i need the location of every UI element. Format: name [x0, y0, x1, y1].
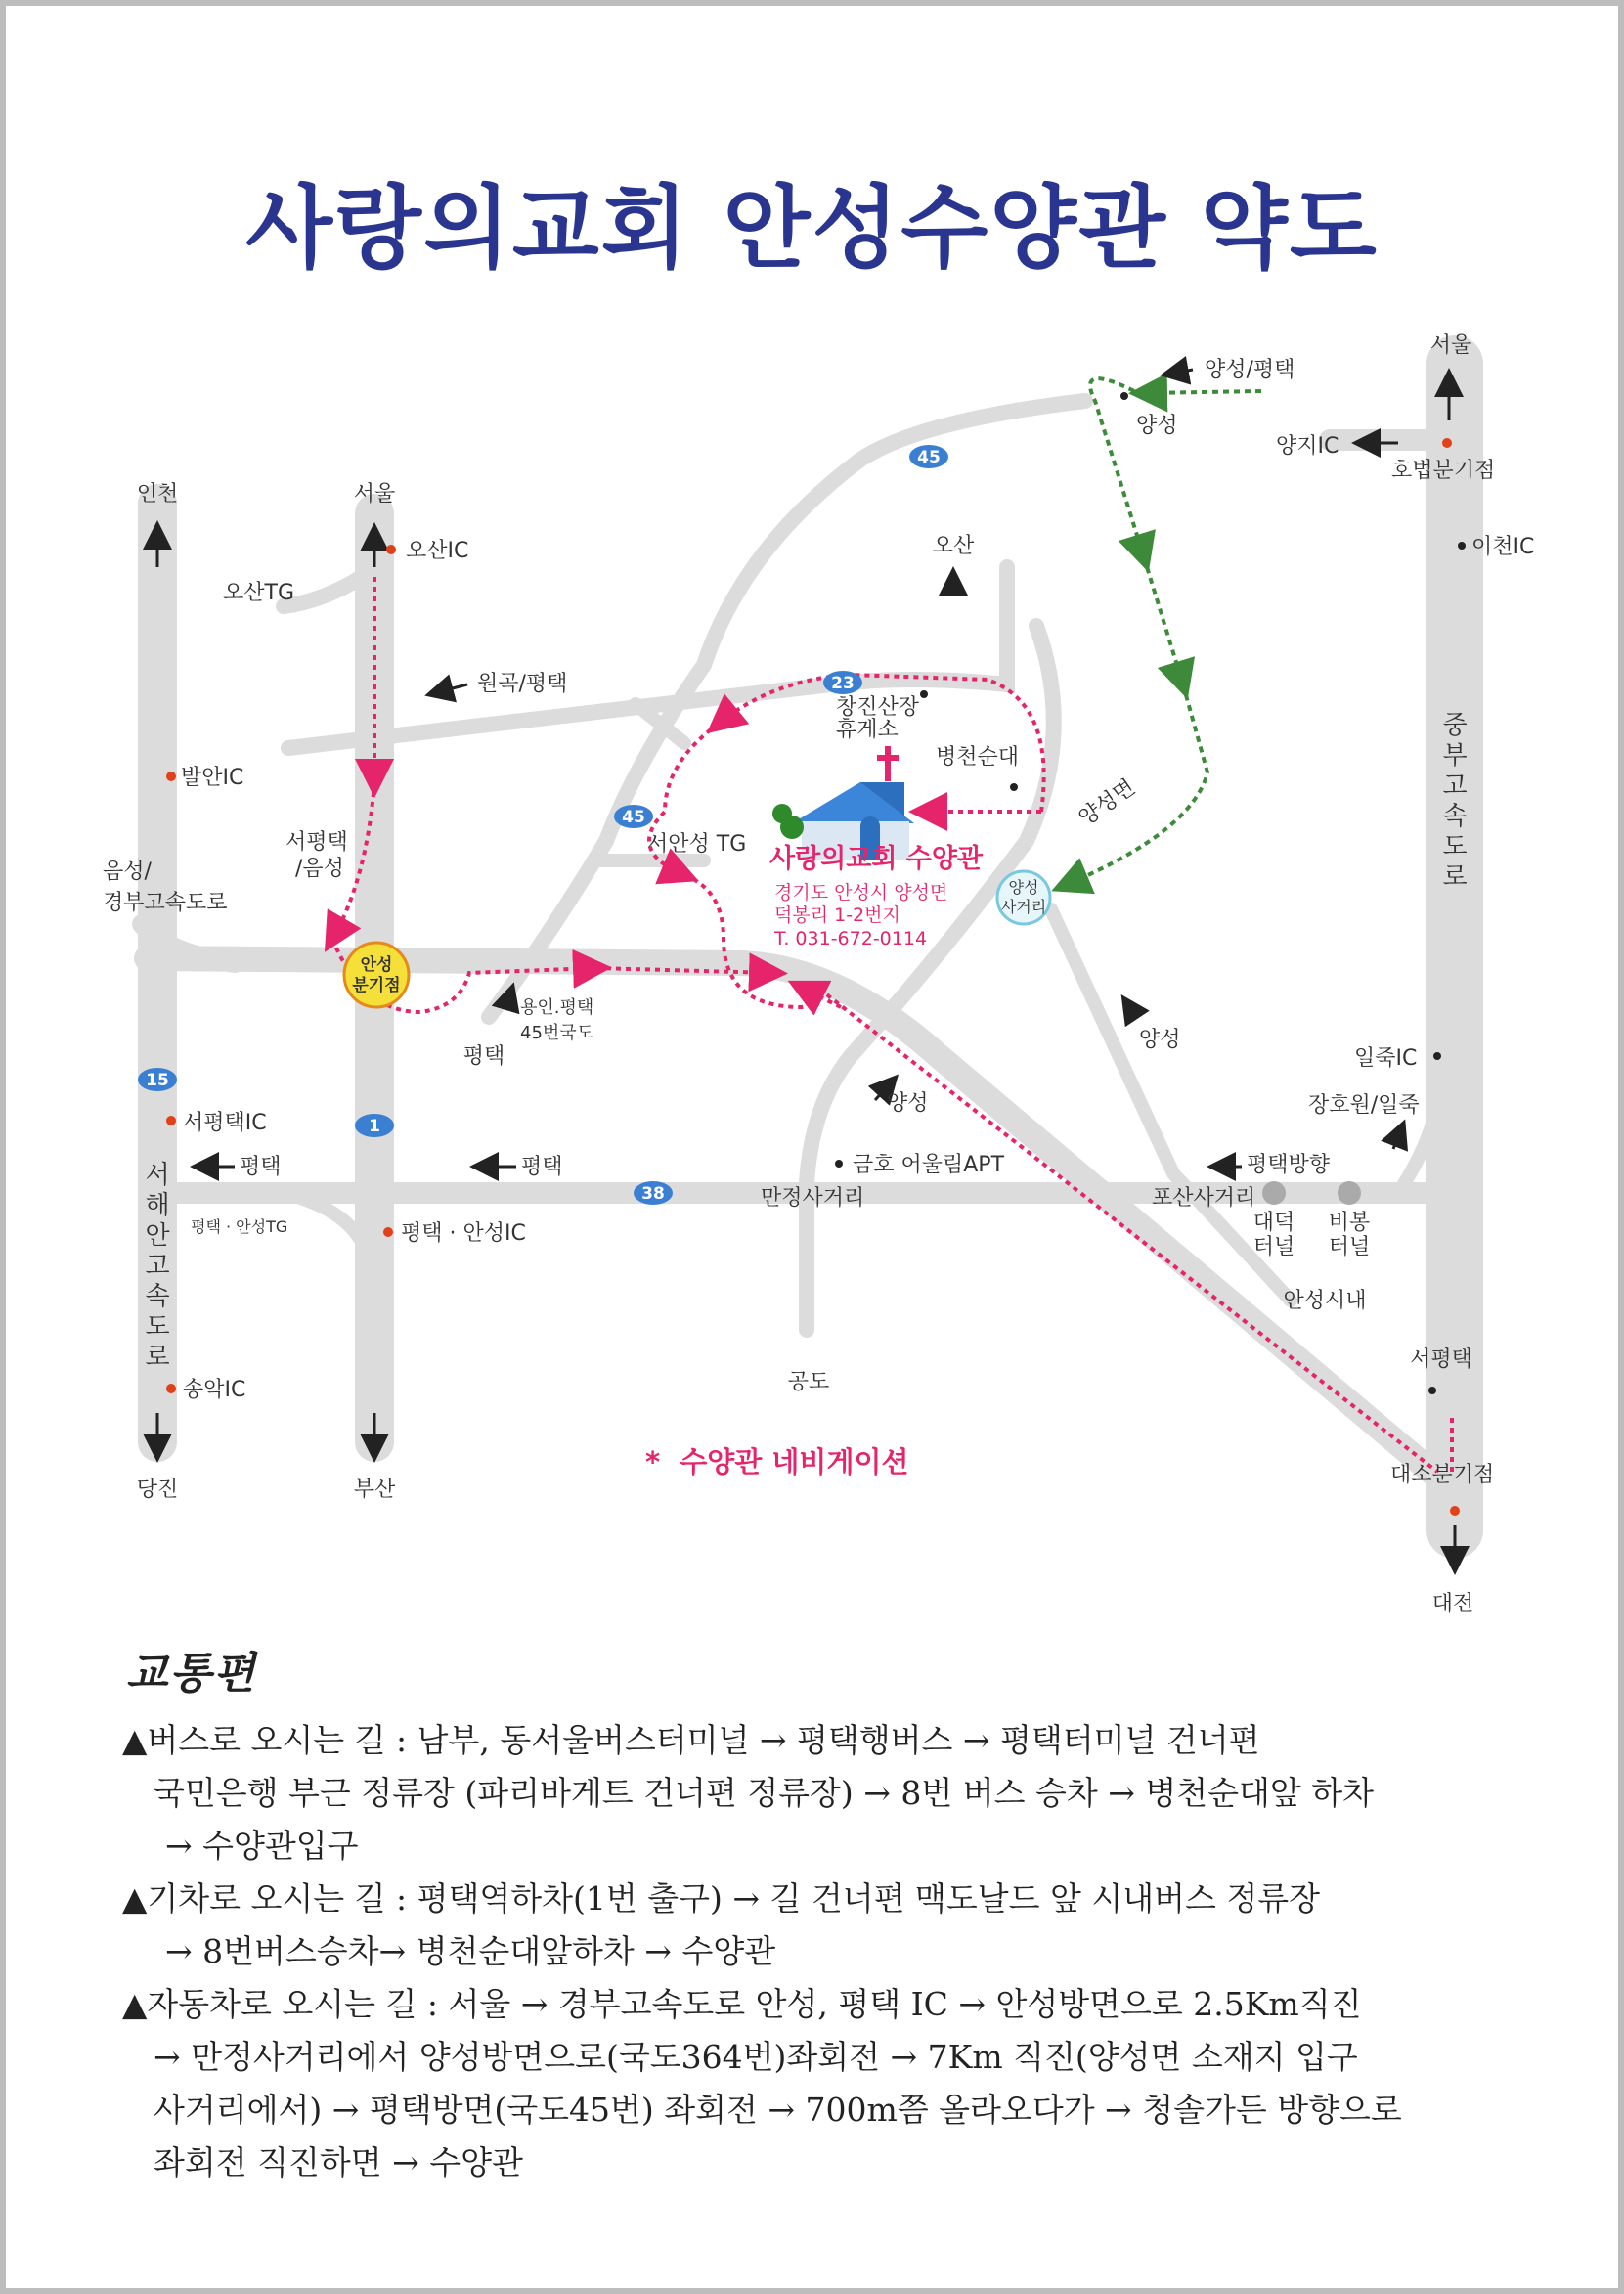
svg-text:사거리: 사거리: [1000, 898, 1047, 916]
svg-text:호법분기점: 호법분기점: [1391, 459, 1496, 483]
yangseong-crossroad-badge: [997, 871, 1050, 924]
svg-text:음성/: 음성/: [103, 860, 152, 884]
svg-text:45번국도: 45번국도: [520, 1023, 594, 1043]
label-osan: 오산: [932, 534, 975, 558]
svg-text:평택 · 안성TG: 평택 · 안성TG: [191, 1217, 288, 1236]
navigation-note: * 수양관 네비게이션: [645, 1445, 909, 1478]
svg-text:평택방향: 평택방향: [1247, 1153, 1331, 1177]
svg-text:안성: 안성: [360, 955, 393, 975]
svg-text:병천순대: 병천순대: [936, 745, 1020, 770]
road-osan-tg: [284, 577, 362, 606]
svg-text:대덕: 대덕: [1252, 1211, 1295, 1235]
svg-text:터널: 터널: [1252, 1235, 1295, 1259]
svg-text:금호 어울림APT: 금호 어울림APT: [853, 1153, 1005, 1177]
svg-text:오산IC: 오산IC: [406, 539, 469, 563]
shield-45-mid: [614, 805, 653, 828]
transit-item: [122, 1873, 1511, 1978]
svg-text:양성: 양성: [1139, 1028, 1181, 1052]
label-pyeongtaek-mid: 평택: [462, 1044, 505, 1069]
svg-text:창진산장: 창진산장: [836, 695, 920, 720]
transit-line: ▲기차로 오시는 길 : 평택역하차(1번 출구) → 길 건너편 맥도날드 앞 시내버스 정류장: [122, 1879, 1320, 1918]
label-dangjin: 당진: [136, 1478, 179, 1502]
svg-text:양성: 양성: [1008, 878, 1039, 897]
svg-text:45: 45: [622, 808, 645, 827]
svg-text:양성/평택: 양성/평택: [1205, 358, 1295, 382]
svg-text:분기점: 분기점: [352, 976, 401, 995]
svg-text:23: 23: [831, 674, 855, 693]
transit-section: [122, 1638, 1511, 2189]
label-seopyeongtaek-right: 서평택: [1410, 1347, 1472, 1372]
svg-text:15: 15: [146, 1071, 169, 1090]
svg-text:장호원/일죽: 장호원/일죽: [1308, 1093, 1420, 1118]
transit-line: 좌회전 직진하면 → 수양관: [154, 2143, 523, 2182]
svg-text:대소분기점: 대소분기점: [1390, 1463, 1495, 1487]
svg-text:양성면: 양성면: [1075, 774, 1140, 831]
svg-text:양성: 양성: [1136, 414, 1178, 438]
svg-text:평택: 평택: [521, 1155, 563, 1179]
svg-text:평택: 평택: [240, 1155, 282, 1179]
transit-line: → 만정사거리에서 양성방면으로(국도364번)좌회전 → 7Km 직진(양성면 소재지 입구: [154, 2038, 1358, 2076]
label-busan: 부산: [353, 1478, 396, 1502]
route-map: [0, 293, 1624, 1633]
svg-text:평택 · 안성IC: 평택 · 안성IC: [401, 1221, 526, 1246]
label-jungbu-expressway: [1442, 711, 1467, 892]
svg-text:/음성: /음성: [295, 857, 344, 881]
svg-text:T. 031-672-0114: T. 031-672-0114: [774, 928, 928, 949]
svg-text:휴게소: 휴게소: [836, 718, 899, 742]
svg-text:서안성 TG: 서안성 TG: [647, 832, 747, 857]
label-anseong-city: 안성시내: [1283, 1289, 1367, 1313]
shield-15: [138, 1068, 177, 1091]
transit-line: → 수양관입구: [165, 1827, 359, 1865]
svg-text:1: 1: [369, 1117, 380, 1136]
transit-line: ▲버스로 오시는 길 : 남부, 동서울버스터미널 → 평택행버스 → 평택터미널 건너편: [122, 1721, 1260, 1759]
label-incheon: 인천: [136, 482, 179, 507]
shield-1: [355, 1114, 394, 1137]
svg-text:발안IC: 발안IC: [181, 766, 244, 790]
svg-text:양지IC: 양지IC: [1276, 434, 1339, 459]
transit-line: 사거리에서) → 평택방면(국도45번) 좌회전 → 700m쯤 올라오다가 → 청솔가든 방향으로: [154, 2091, 1402, 2129]
label-west-coast-expressway: [145, 1161, 169, 1372]
svg-text:터널: 터널: [1328, 1235, 1371, 1259]
svg-text:중부고속도로: 중 부 고 속 도 로: [1442, 711, 1468, 892]
transit-line: ▲자동차로 오시는 길 : 서울 → 경부고속도로 안성, 평택 IC → 안성방면으로 2.5Km직진: [122, 1985, 1362, 2023]
svg-text:경부고속도로: 경부고속도로: [103, 891, 228, 915]
svg-text:송악IC: 송악IC: [183, 1378, 246, 1402]
anseong-junction-badge: [344, 943, 409, 1007]
svg-text:사랑의교회 수양관: 사랑의교회 수양관: [769, 844, 984, 874]
label-daejeon: 대전: [1431, 1592, 1474, 1616]
svg-text:일죽IC: 일죽IC: [1354, 1046, 1418, 1071]
shield-45-top: [909, 445, 948, 468]
svg-text:서평택IC: 서평택IC: [183, 1111, 267, 1135]
label-gongdo: 공도: [787, 1370, 830, 1394]
shield-38: [634, 1181, 673, 1205]
svg-text:45: 45: [917, 448, 941, 467]
svg-text:용인.평택: 용인.평택: [520, 997, 594, 1018]
svg-text:포산사거리: 포산사거리: [1152, 1186, 1256, 1211]
transit-heading: 교통편: [126, 1649, 257, 1698]
svg-text:원곡/평택: 원곡/평택: [477, 672, 568, 696]
transit-line: 국민은행 부근 정류장 (파리바게트 건너편 정류장) → 8번 버스 승차 → 병천순대앞 하차: [154, 1774, 1375, 1812]
transit-list: [122, 1714, 1511, 2189]
transit-item: [122, 1978, 1511, 2189]
svg-text:비봉: 비봉: [1328, 1211, 1371, 1235]
label-seoul-left: 서울: [353, 482, 396, 507]
svg-text:서해안고속도로: 서 해 안 고 속 도 로: [145, 1161, 170, 1372]
label-seoul-right: 서울: [1429, 333, 1472, 358]
page-title: 사랑의교회 안성수양관 약도: [245, 176, 1379, 281]
svg-text:경기도 안성시 양성면: 경기도 안성시 양성면: [774, 882, 948, 904]
svg-text:양성: 양성: [887, 1091, 929, 1116]
svg-text:만정사거리: 만정사거리: [761, 1186, 865, 1211]
svg-text:덕봉리 1-2번지: 덕봉리 1-2번지: [774, 904, 900, 926]
transit-item: [122, 1714, 1511, 1873]
svg-text:서평택: 서평택: [285, 830, 348, 855]
svg-text:오산TG: 오산TG: [223, 581, 294, 605]
shield-23: [823, 671, 862, 694]
svg-text:38: 38: [641, 1184, 665, 1204]
transit-line: → 8번버스승차→ 병천순대앞하차 → 수양관: [165, 1932, 776, 1970]
svg-text:이천IC: 이천IC: [1471, 535, 1535, 559]
